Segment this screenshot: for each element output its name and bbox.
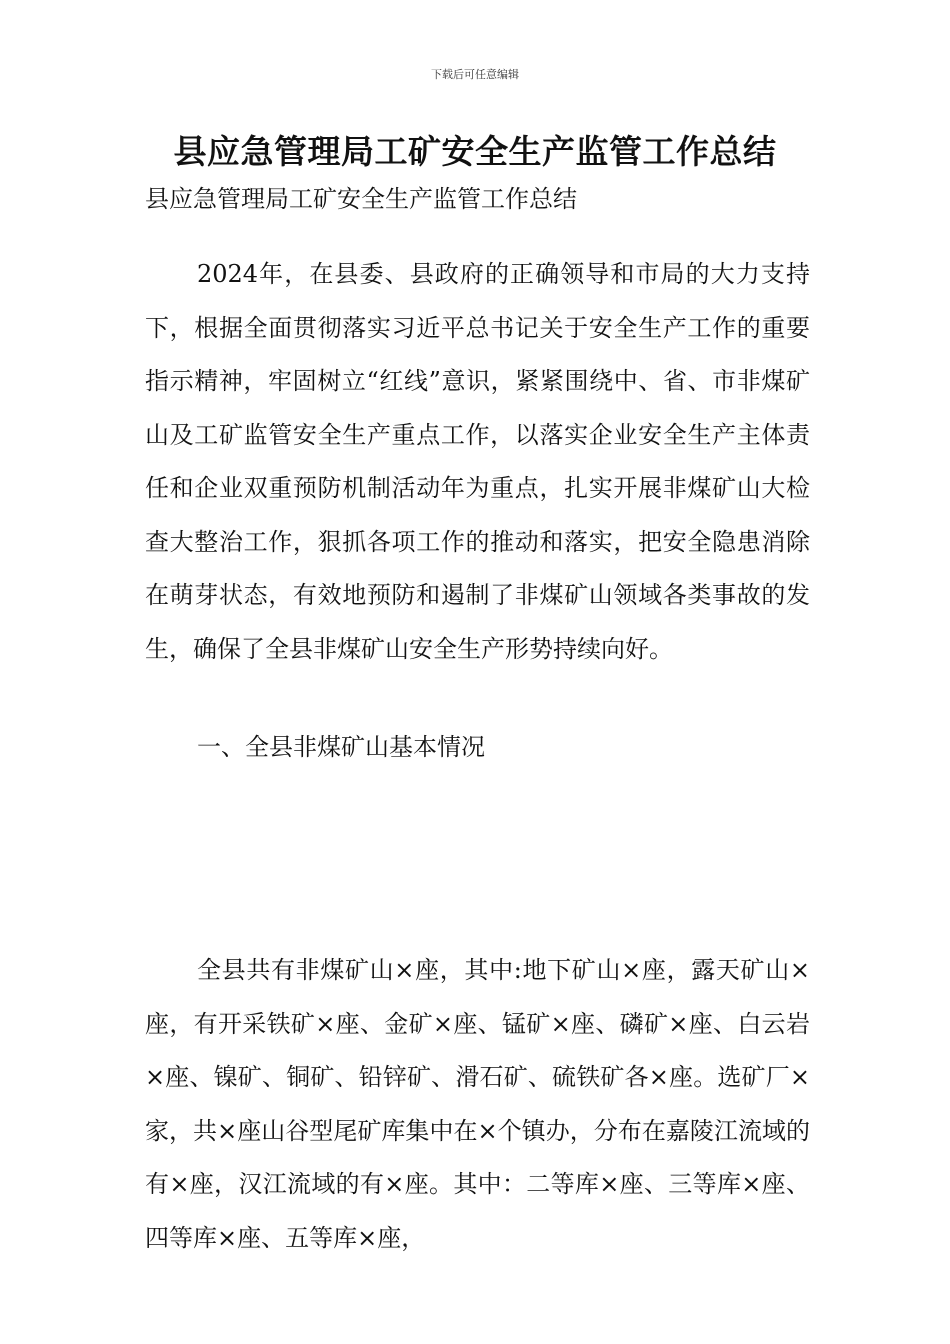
body-paragraph-intro: 2024年，在县委、县政府的正确领导和市局的大力支持下，根据全面贯彻落实习近平总书记关于安全生产工作的重要指示精神，牢固树立“红线”意识，紧紧围绕中、省、市非煤矿山及工矿监管安全生产重点工作，以落实企业安全生产主体责任和企业双重预防机制活动年为重点，扎实开展非煤矿山大检查大整治工作，狠抓各项工作的推动和落实，把安全隐患消除在萌芽状态，有效地预防和遏制了非煤矿山领域各类事故的发生，确保了全县非煤矿山安全生产形势持续向好。 xyxy=(145,260,810,663)
document-title: 县应急管理局工矿安全生产监管工作总结 xyxy=(173,132,777,171)
header-note: 下载后可任意编辑 xyxy=(431,68,519,81)
section-heading: 一、全县非煤矿山基本情况 xyxy=(197,733,485,761)
body-paragraph-overview: 全县共有非煤矿山×座，其中:地下矿山×座，露天矿山×座，有开采铁矿×座、金矿×座、锰矿×座、磷矿×座、白云岩×座、镍矿、铜矿、铅锌矿、滑石矿、硫铁矿各×座。选矿厂×家，共×座山谷型尾矿库集中在×个镇办，分布在嘉陵江流域的有×座，汉江流域的有×座。其中：二等库×座、三等库×座、四等库×座、五等库×座， xyxy=(145,956,810,1252)
document-subtitle: 县应急管理局工矿安全生产监管工作总结 xyxy=(145,185,577,213)
